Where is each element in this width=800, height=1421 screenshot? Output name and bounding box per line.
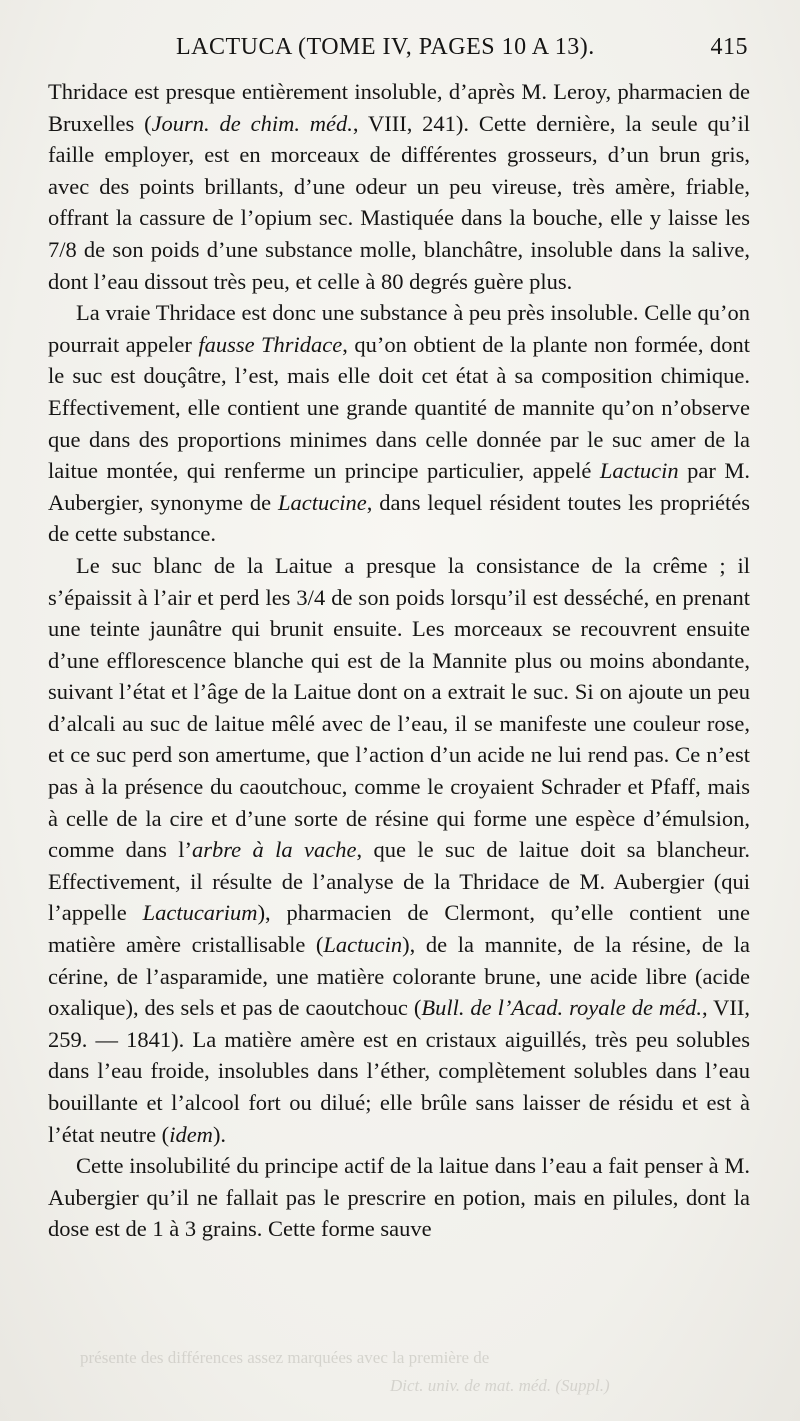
- bleed-through-text: [80, 1348, 730, 1408]
- text-run: Le suc blanc de la Laitue a presque la consistance de la crême ; il s’épaissit à l’air et perd les 3/4 de son poids lorsqu’il est desséché, en prenant une teinte jaunâtre qui brunit ensuite. Les morceaux se recouvrent ensuite d’une efflorescence blanche qui est de la Mannite plus ou moins abondante, suivant l’état et l’âge de la Laitue dont on a extrait le suc. Si on ajoute un peu d’alcali au suc de laitue mêlé avec de l’eau, il se manifeste une couleur rose, et ce suc perd son amertume, que l’action d’un acide ne lui rend pas. Ce n’est pas à la présence du caoutchouc, comme le croyaient Schrader et Pfaff, mais à celle de la cire et d’une sorte de résine qui forme une espèce d’émulsion, comme dans l’: [48, 552, 750, 863]
- italic-text-run: Lactucin: [599, 458, 679, 484]
- page-header: [48, 34, 748, 68]
- page-number: 415: [710, 34, 748, 60]
- italic-text-run: Lactucarium: [142, 900, 258, 926]
- bleed-through-line-2: Dict. univ. de mat. méd. (Suppl.): [390, 1376, 610, 1395]
- text-run: , qu’on obtient de la plante non formée, dont le suc est douçâtre, l’est, mais elle doit cet état à sa composition chimique. Effectivement, elle contient une grande quantité de mannite qu’on n’observe que dans des proportions minimes dans celle donnée par le suc amer de la laitue montée, qui renferme un principe particulier, appelé: [48, 331, 750, 484]
- text-run: Cette insolubilité du principe actif de la laitue dans l’eau a fait penser à M. Aubergier qu’il ne fallait pas le prescrire en potion, mais en pilules, dont la dose est de 1 à 3 grains. Cette forme sauve: [48, 1153, 750, 1242]
- italic-text-run: Journ. de chim. méd.: [151, 110, 353, 136]
- text-run: , VII, 259. — 1841). La matière amère est en cristaux aiguillés, très peu solubles dans l’eau froide, insolubles dans l’éther, complètement solubles dans l’eau bouillante et l’alcool fort ou dilué; elle brûle sans laisser de résidu et est à l’état neutre (: [48, 995, 751, 1147]
- bleed-through-line-1: présente des différences assez marquées avec la première de: [80, 1348, 490, 1367]
- italic-text-run: Lactucine: [278, 489, 367, 515]
- text-run: La vraie Thridace est donc une substance à peu près insoluble. Celle qu’on pourrait appeler: [48, 300, 750, 357]
- italic-text-run: idem: [169, 1121, 213, 1147]
- body-text: [48, 76, 750, 1245]
- italic-text-run: Bull. de l’Acad. royale de méd.: [421, 995, 702, 1021]
- paragraph-3: [48, 550, 750, 1150]
- text-run: par M. Aubergier, synonyme de: [48, 458, 750, 515]
- text-run: , VIII, 241). Cette dernière, la seule qu’il faille employer, est en morceaux de différentes grosseurs, d’un brun gris, avec des points brillants, d’une odeur un peu vireuse, très amère, friable, offrant la cassure de l’opium sec. Mastiquée dans la bouche, elle y laisse les 7/8 de son poids d’une substance molle, blanchâtre, insoluble dans la salive, dont l’eau dissout très peu, et celle à 80 degrés guère plus.: [48, 110, 750, 294]
- text-run: ), de la mannite, de la résine, de la cérine, de l’asparamide, une matière colorante brune, une acide libre (acide oxalique), des sels et pas de caoutchouc (: [48, 932, 750, 1021]
- text-run: ), pharmacien de Clermont, qu’elle contient une matière amère cristallisable (: [48, 900, 750, 958]
- text-run: Thridace est presque entièrement insoluble, d’après M. Leroy, pharmacien de Bruxelles (: [48, 79, 750, 136]
- text-run: , que le suc de laitue doit sa blancheur. Effectivement, il résulte de l’analyse de la Thridace de M. Aubergier (qui l’appelle: [48, 837, 751, 926]
- italic-text-run: fausse Thridace: [198, 331, 343, 357]
- running-title: LACTUCA (TOME IV, PAGES 10 A 13).: [176, 34, 595, 60]
- italic-text-run: arbre à la vache: [191, 837, 357, 863]
- paragraph-1: [48, 76, 750, 297]
- paragraph-4: [48, 1150, 750, 1245]
- paragraph-2: [48, 297, 750, 550]
- italic-text-run: Lactucin: [323, 932, 403, 958]
- text-run: ).: [212, 1121, 227, 1147]
- text-run: , dans lequel résident toutes les propriétés de cette substance.: [48, 489, 750, 547]
